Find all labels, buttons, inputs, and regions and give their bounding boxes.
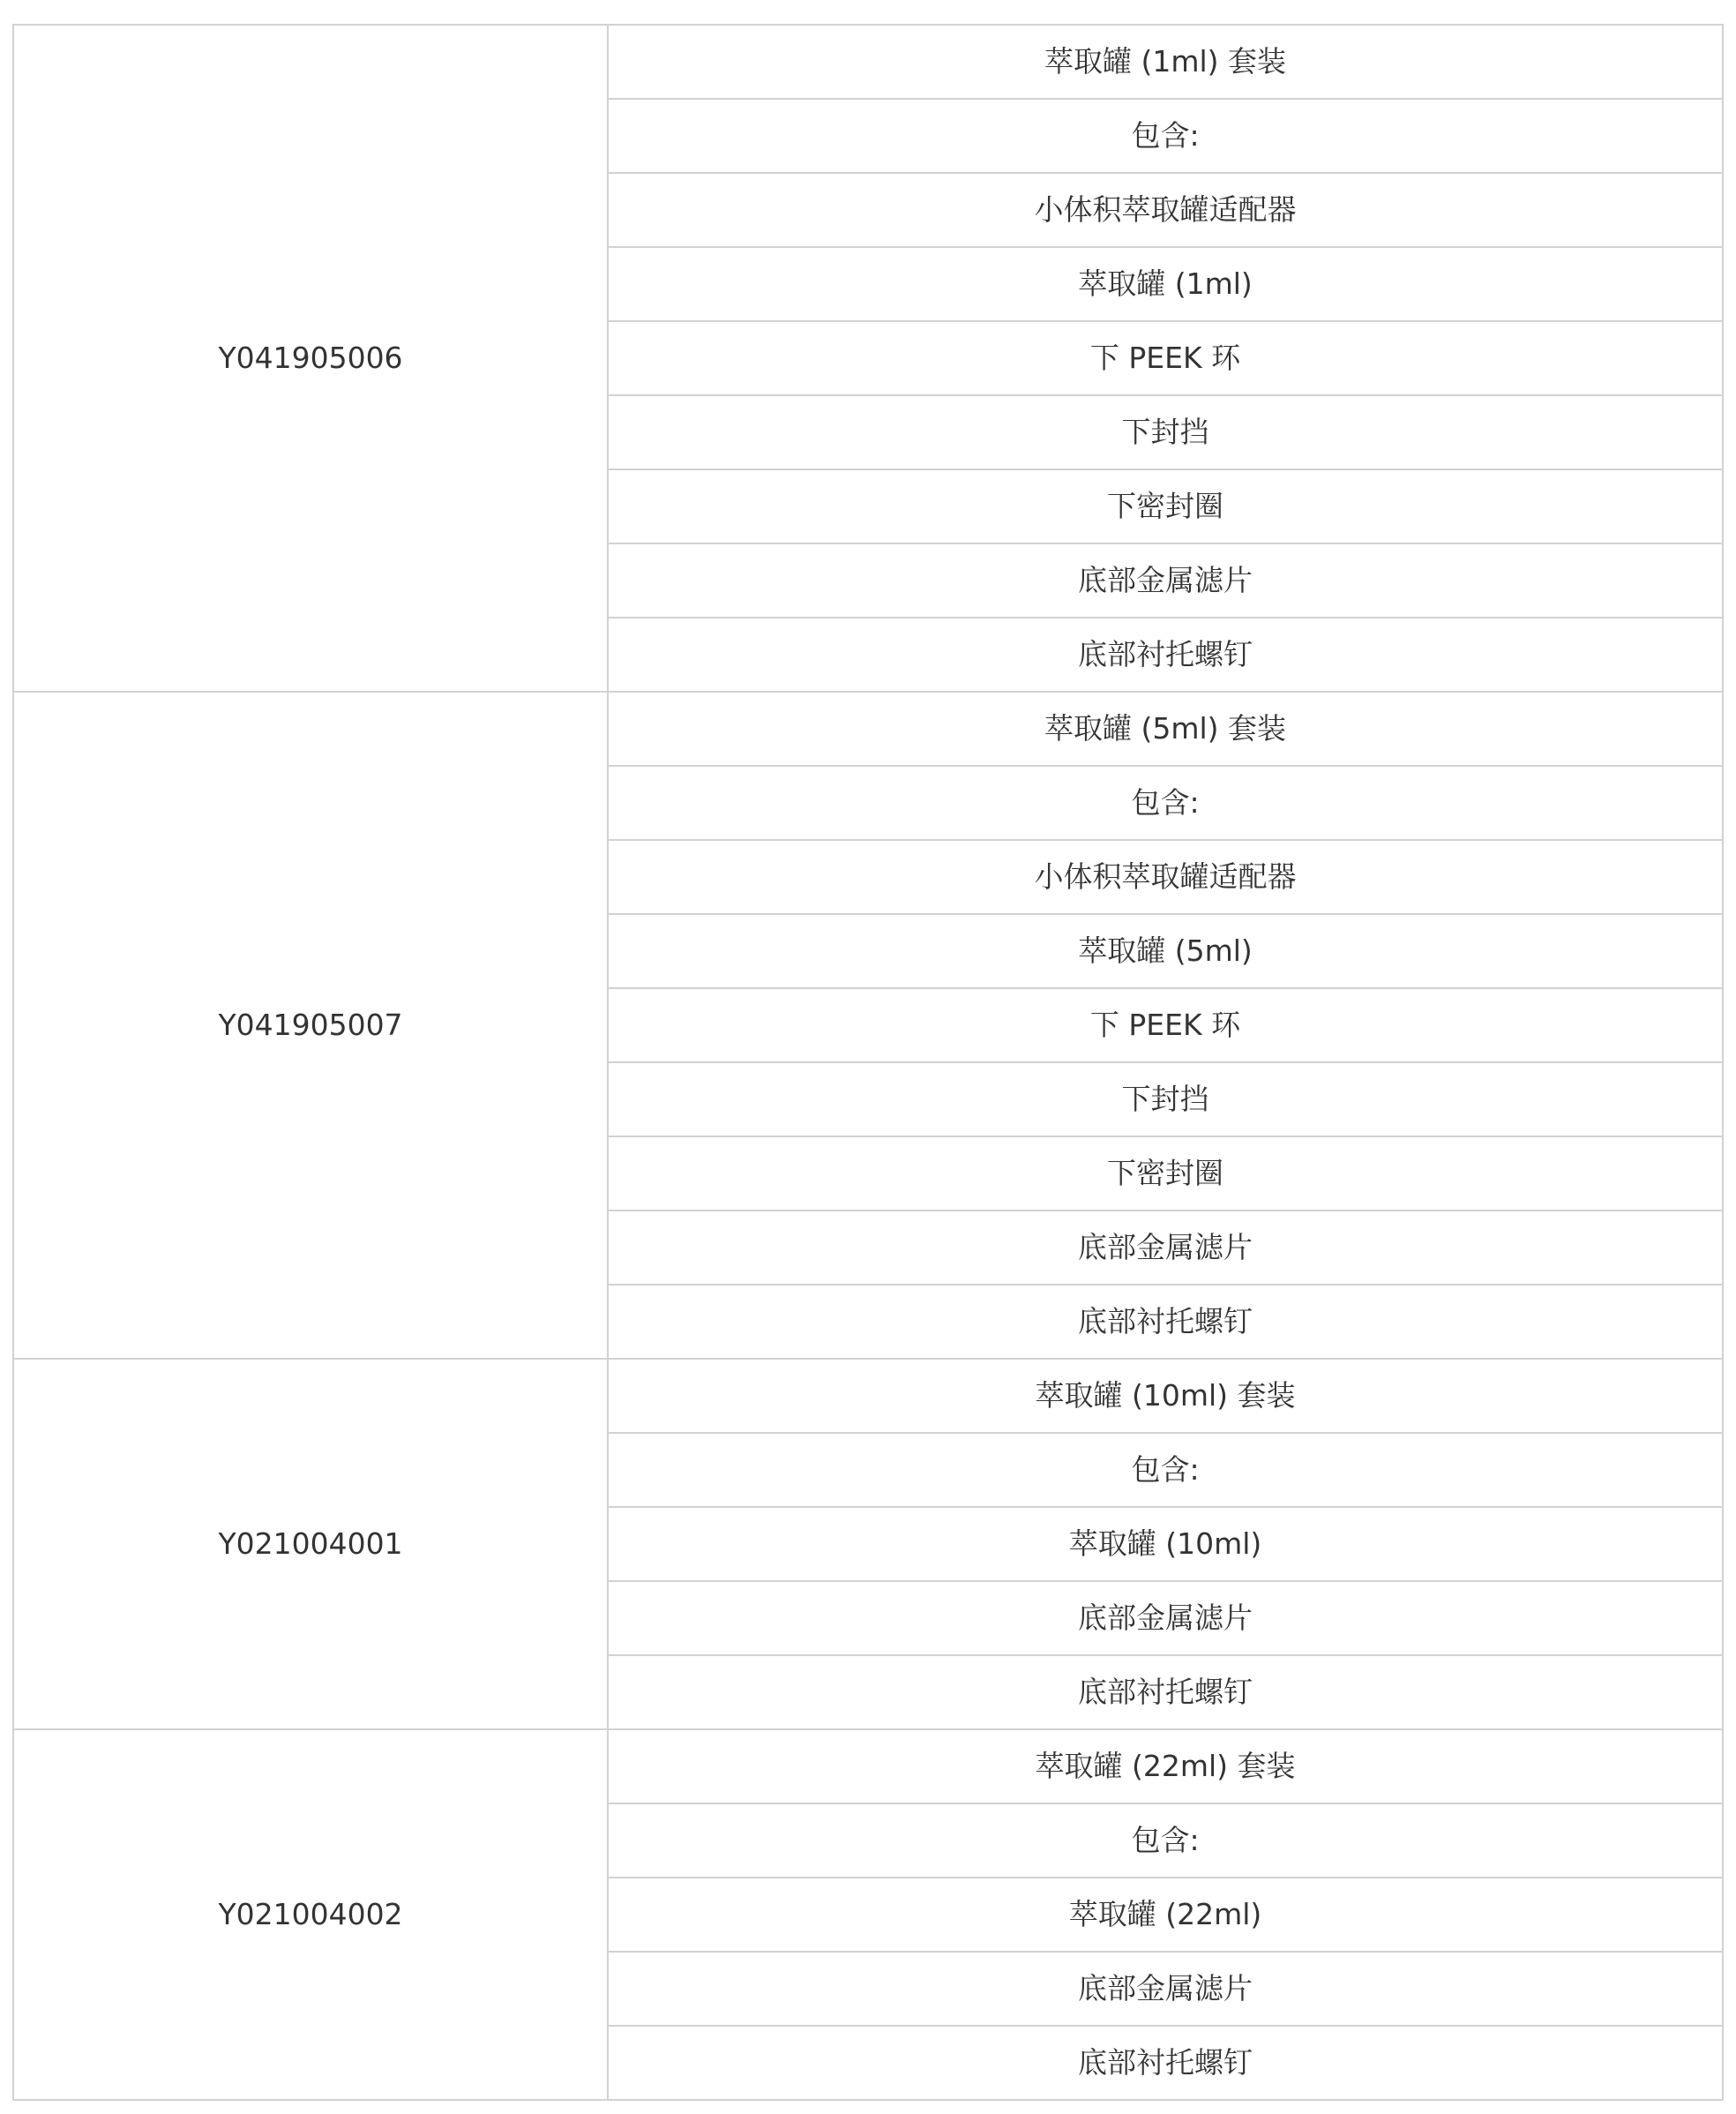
component-cell: 下封挡 — [608, 395, 1723, 469]
component-cell: 下密封圈 — [608, 469, 1723, 543]
component-cell: 萃取罐 (10ml) 套装 — [608, 1359, 1723, 1433]
component-cell: 底部金属滤片 — [608, 1211, 1723, 1285]
component-cell: 小体积萃取罐适配器 — [608, 173, 1723, 247]
component-cell: 包含: — [608, 766, 1723, 840]
parts-table — [12, 24, 1724, 2101]
table-row — [13, 25, 1723, 99]
component-cell: 底部金属滤片 — [608, 1952, 1723, 2026]
table-row — [13, 1729, 1723, 1803]
component-cell: 下 PEEK 环 — [608, 321, 1723, 395]
component-cell: 萃取罐 (5ml) — [608, 914, 1723, 988]
component-cell: 底部衬托螺钉 — [608, 1285, 1723, 1359]
component-cell: 包含: — [608, 99, 1723, 173]
component-cell: 下封挡 — [608, 1062, 1723, 1136]
component-cell: 底部衬托螺钉 — [608, 1655, 1723, 1729]
component-cell: 下 PEEK 环 — [608, 988, 1723, 1062]
component-cell: 萃取罐 (1ml) 套装 — [608, 25, 1723, 99]
component-cell: 包含: — [608, 1433, 1723, 1507]
component-cell: 萃取罐 (22ml) 套装 — [608, 1729, 1723, 1803]
component-cell: 萃取罐 (5ml) 套装 — [608, 692, 1723, 766]
component-cell: 萃取罐 (22ml) — [608, 1878, 1723, 1952]
table-row — [13, 1359, 1723, 1433]
parts-table-body — [13, 25, 1723, 2100]
component-cell: 底部金属滤片 — [608, 1581, 1723, 1655]
component-cell: 下密封圈 — [608, 1136, 1723, 1211]
component-cell: 萃取罐 (1ml) — [608, 247, 1723, 321]
part-code-cell: Y041905007 — [13, 692, 608, 1359]
component-cell: 底部金属滤片 — [608, 543, 1723, 618]
component-cell: 底部衬托螺钉 — [608, 618, 1723, 692]
component-cell: 萃取罐 (10ml) — [608, 1507, 1723, 1581]
component-cell: 小体积萃取罐适配器 — [608, 840, 1723, 914]
part-code-cell: Y021004002 — [13, 1729, 608, 2100]
component-cell: 包含: — [608, 1803, 1723, 1878]
table-row — [13, 692, 1723, 766]
component-cell: 底部衬托螺钉 — [608, 2026, 1723, 2100]
part-code-cell: Y021004001 — [13, 1359, 608, 1729]
part-code-cell: Y041905006 — [13, 25, 608, 692]
